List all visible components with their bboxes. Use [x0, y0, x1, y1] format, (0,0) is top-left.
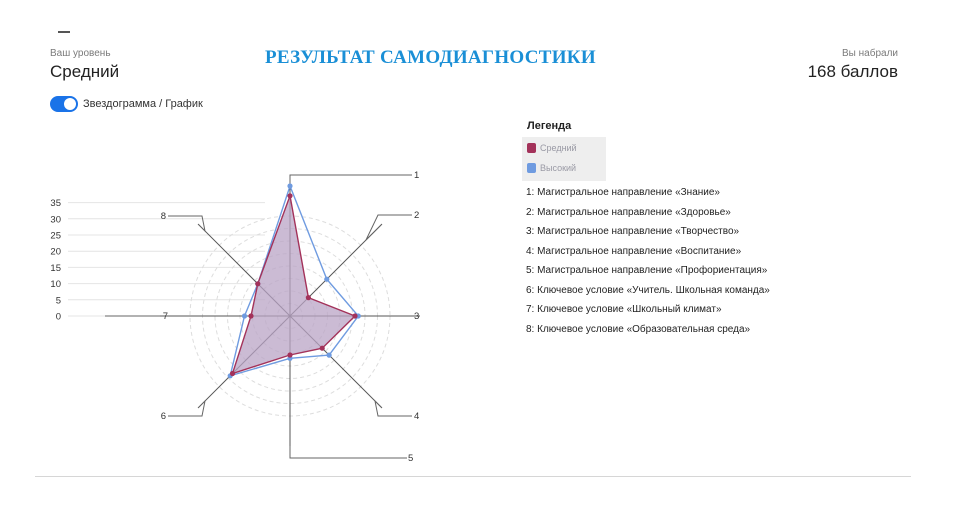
page-title: РЕЗУЛЬТАТ САМОДИАГНОСТИКИ	[265, 47, 596, 68]
scale-tick-label: 0	[55, 311, 61, 323]
data-point	[327, 353, 332, 358]
level-label: Ваш уровень	[50, 48, 111, 59]
axis-description: 5: Магистральное направление «Профориентация»	[526, 265, 768, 276]
scale-tick-label: 30	[50, 214, 61, 226]
scale-tick-label: 15	[50, 262, 61, 274]
chart-mode-label: Звездограмма / График	[83, 98, 203, 110]
data-point	[352, 313, 357, 318]
score-label: Вы набрали	[842, 48, 898, 59]
legend-swatch	[527, 163, 536, 173]
axis-leader-line	[366, 215, 412, 240]
axis-description-list	[526, 186, 770, 342]
data-point	[287, 193, 292, 198]
axis-description: 3: Магистральное направление «Творчество»	[526, 226, 740, 237]
scale-tick-label: 20	[50, 246, 61, 258]
scale-tick-label: 5	[55, 295, 61, 307]
legend-series-medium[interactable]	[527, 143, 577, 153]
legend-series-label: Средний	[540, 143, 577, 153]
axis-number-label: 1	[414, 170, 420, 181]
axis-number-label: 2	[414, 210, 420, 221]
axis-description: 7: Ключевое условие «Школьный климат»	[526, 304, 722, 315]
axis-description: 8: Ключевое условие «Образовательная среда»	[526, 323, 751, 335]
axis-number-label: 6	[160, 411, 166, 422]
axis-leader-line	[168, 216, 205, 231]
legend-swatch	[527, 143, 536, 153]
level-value: Средний	[50, 62, 120, 81]
axis-leader-line	[290, 446, 407, 458]
scale-tick-label: 10	[50, 279, 61, 291]
legend-series-label: Высокий	[540, 163, 577, 173]
axis-number-label: 4	[414, 411, 420, 422]
data-point	[248, 313, 253, 318]
axis-description: 2: Магистральное направление «Здоровье»	[526, 206, 731, 218]
axis-leader-line	[168, 401, 205, 416]
axis-leader-line	[290, 175, 412, 186]
data-point	[287, 352, 292, 357]
data-point	[320, 346, 325, 351]
axis-number-label: 8	[160, 211, 166, 222]
axis-number-label: 7	[162, 311, 168, 322]
axis-description: 1: Магистральное направление «Знание»	[526, 187, 720, 198]
score-value: 168 баллов	[807, 62, 898, 81]
data-point	[242, 313, 247, 318]
scale-tick-label: 25	[50, 230, 61, 242]
data-point	[230, 371, 235, 376]
data-point	[324, 277, 329, 282]
axis-description: 6: Ключевое условие «Учитель. Школьная команда»	[526, 284, 770, 296]
scale-tick-label: 35	[50, 198, 61, 210]
legend-series-high[interactable]	[527, 163, 576, 173]
axis-number-label: 3	[414, 311, 420, 322]
data-point	[306, 295, 311, 300]
legend-title: Легенда	[527, 120, 572, 132]
data-point	[287, 183, 292, 188]
axis-number-label: 5	[408, 453, 414, 464]
axis-description: 4: Магистральное направление «Воспитание»	[526, 245, 742, 257]
data-point	[255, 281, 260, 286]
axis-leader-line	[375, 401, 412, 416]
